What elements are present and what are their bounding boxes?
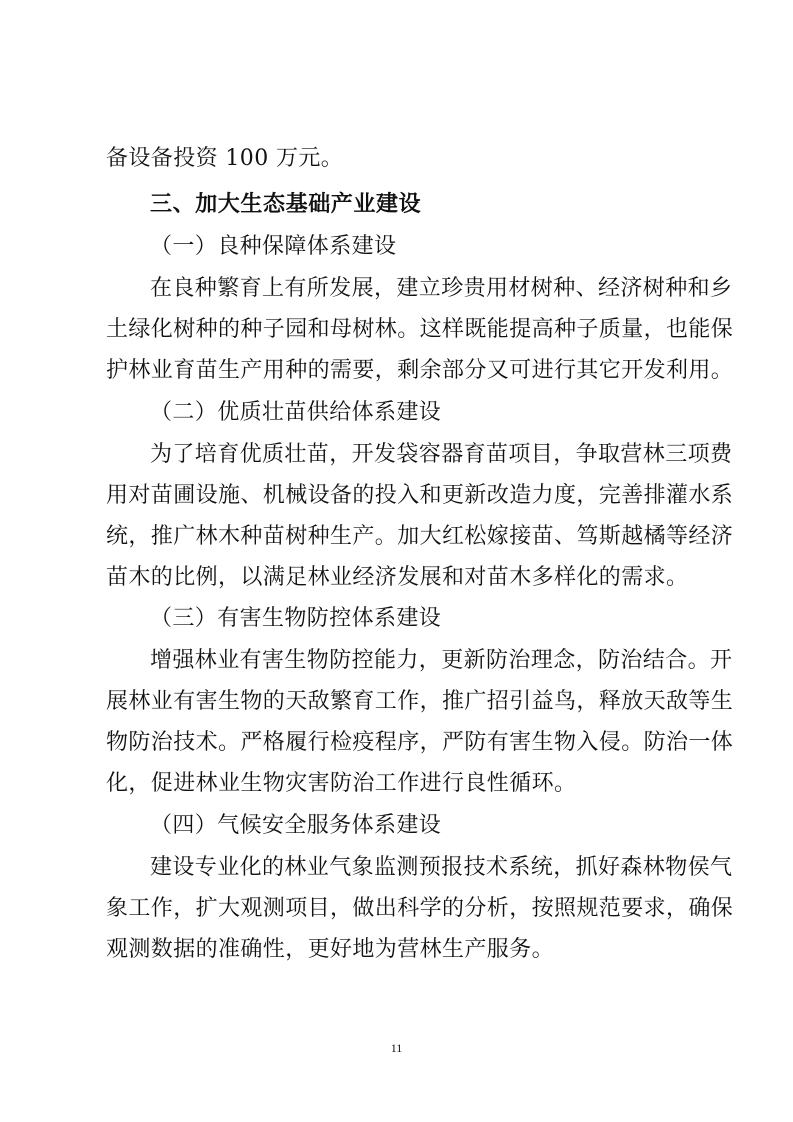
paragraph-line: 增强林业有害生物防控能力，更新防治理念，防治结合。开 xyxy=(150,648,733,673)
paragraph-continuation-line: 备设备投资 100 万元。 xyxy=(106,146,344,171)
paragraph-line: 苗木的比例，以满足林业经济发展和对苗木多样化的需求。 xyxy=(106,565,689,590)
paragraph-line: 象工作，扩大观测项目，做出科学的分析，按照规范要求，确保 xyxy=(106,896,734,921)
subsection-heading-3: （三）有害生物防控体系建设 xyxy=(150,606,442,631)
paragraph-line: 为了培育优质壮苗，开发袋容器育苗项目，争取营林三项费 xyxy=(150,442,733,467)
section-heading: 三、加大生态基础产业建设 xyxy=(150,192,422,217)
paragraph-line: 用对苗圃设施、机械设备的投入和更新改造力度，完善排灌水系 xyxy=(106,483,734,508)
paragraph-line: 展林业有害生物的天敌繁育工作，推广招引益鸟，释放天敌等生 xyxy=(106,689,734,714)
page-number: 11 xyxy=(390,1041,403,1055)
paragraph-line: 观测数据的准确性，更好地为营林生产服务。 xyxy=(106,937,555,962)
paragraph-line: 土绿化树种的种子园和母树林。这样既能提高种子质量，也能保 xyxy=(106,317,734,342)
paragraph-line: 物防治技术。严格履行检疫程序，严防有害生物入侵。防治一体 xyxy=(106,730,734,755)
subsection-heading-1: （一）良种保障体系建设 xyxy=(150,234,397,259)
subsection-heading-4: （四）气候安全服务体系建设 xyxy=(150,813,442,838)
paragraph-line: 护林业育苗生产用种的需要，剩余部分又可进行其它开发利用。 xyxy=(106,358,734,383)
paragraph-line: 统，推广林木种苗树种生产。加大红松嫁接苗、笃斯越橘等经济 xyxy=(106,524,734,549)
paragraph-line: 化，促进林业生物灾害防治工作进行良性循环。 xyxy=(106,771,577,796)
subsection-heading-2: （二）优质壮苗供给体系建设 xyxy=(150,400,442,425)
paragraph-line: 建设专业化的林业气象监测预报技术系统，抓好森林物侯气 xyxy=(150,855,733,880)
paragraph-line: 在良种繁育上有所发展，建立珍贵用材树种、经济树种和乡 xyxy=(150,276,733,301)
